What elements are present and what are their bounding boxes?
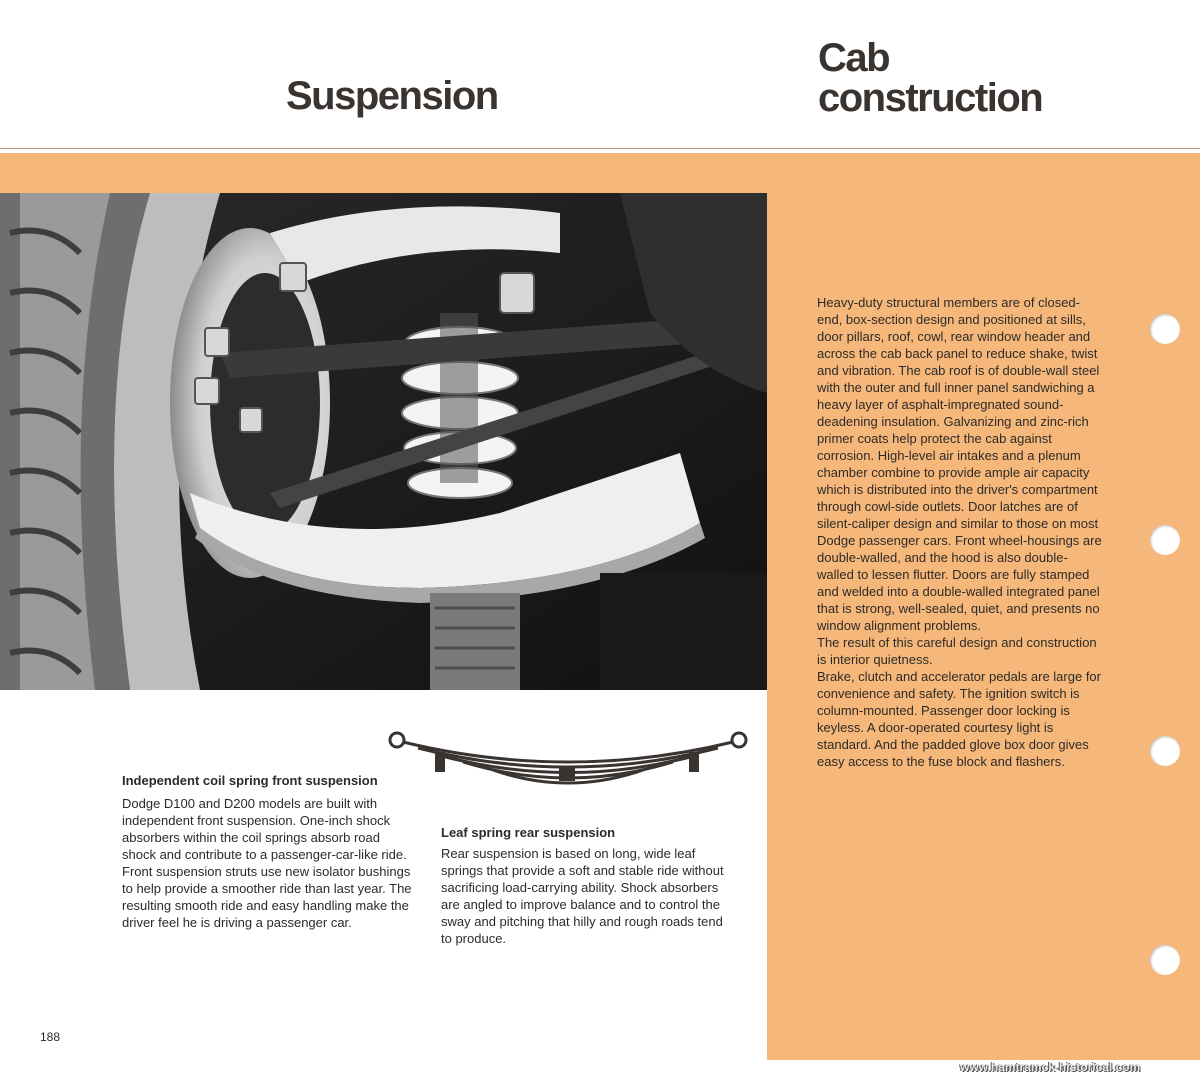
title-suspension: Suspension — [286, 74, 498, 118]
cab-paragraph-3: Brake, clutch and accelerator pedals are large for convenience and safety. The ignition switch is column-mounted. Passenger door locking is keyless. A door-operated courtesy light is standard. And the padded glove box door gives easy access to the fuse block and flashers. — [817, 669, 1101, 769]
binder-hole-3 — [1150, 736, 1180, 766]
suspension-photo — [0, 193, 767, 690]
page-number: 188 — [40, 1030, 61, 1044]
accent-band — [0, 153, 1200, 193]
rear-suspension-caption-body: Rear suspension is based on long, wide leaf springs that provide a soft and stable ride without sacrificing load-carrying ability. Shock absorbers are angled to improve balance and to control the sway and pitching that hilly and rough roads tend to produce. — [441, 846, 724, 946]
title-cab-line2: construction — [818, 76, 1043, 120]
cab-paragraph-1: Heavy-duty structural members are of closed-end, box-section design and positioned at sills, door pillars, roof, cowl, rear window header and across the cab back panel to reduce shake, twist and vibration. The cab roof is of double-wall steel with the outer and full inner panel sandwiching a heavy layer of asphalt-impregnated sound-deadening insulation. Galvanizing and zinc-rich primer coats help protect the cab against corrosion. High-level air intakes and a plenum chamber combine to provide ample air capacity which is distributed into the driver's compartment through cowl-side outlets. Door latches are of silent-caliper design and similar to those on most Dodge passenger cars. Front wheel-housings are double-walled, and the hood is also double-walled to lessen flutter. Doors are fully stamped and welded into a double-walled integrated panel that is strong, well-sealed, quiet, and presents no window alignment problems. — [817, 295, 1102, 633]
watermark-url: www.hamtramck-historical.com — [960, 1060, 1141, 1074]
front-suspension-caption-body: Dodge D100 and D200 models are built with independent front suspension. One-inch shock absorbers within the coil springs absorb road shock and contribute to a passenger-car-like ride. Front suspension struts use new isolator bushings to help provide a smoother ride than last year. The resulting smooth ride and easy handling make the driver feel he is driving a passenger car. — [122, 796, 412, 930]
title-cab-construction — [818, 38, 1042, 118]
binder-hole-4 — [1150, 945, 1180, 975]
rear-suspension-caption-title: Leaf spring rear suspension — [441, 825, 616, 840]
cab-construction-text — [817, 294, 1102, 770]
binder-hole-1 — [1150, 314, 1180, 344]
title-cab-line1: Cab — [818, 36, 890, 80]
divider-top — [0, 148, 1200, 149]
binder-hole-2 — [1150, 525, 1180, 555]
cab-paragraph-2: The result of this careful design and construction is interior quietness. — [817, 635, 1097, 667]
front-suspension-caption-title: Independent coil spring front suspension — [122, 773, 378, 788]
leaf-spring-illustration — [383, 722, 753, 807]
